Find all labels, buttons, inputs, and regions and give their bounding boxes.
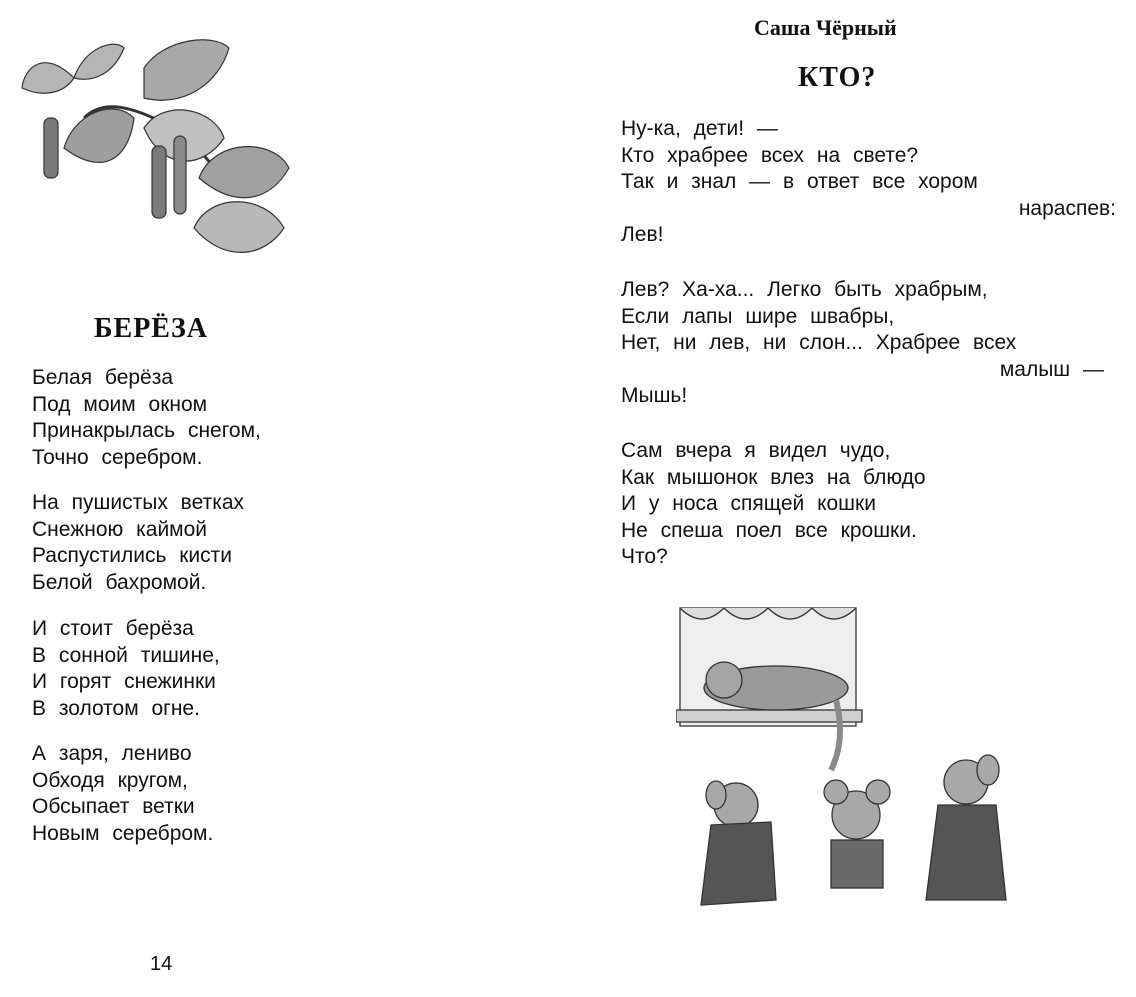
poem-line: Обсыпает ветки	[32, 795, 195, 818]
poem-title-bereza: БЕРЁЗА	[94, 313, 208, 344]
poem-line: Если лапы шире швабры,	[621, 304, 895, 328]
poem-line: Ну-ка, дети! —	[621, 117, 778, 140]
poem-line: Белая берёза	[32, 366, 174, 389]
poem-line: Так и знал — в ответ все хором	[621, 170, 978, 193]
poem-line: И стоит берёза	[32, 617, 194, 640]
poem-line: Точно серебром.	[32, 445, 203, 469]
poem-line: Как мышонок влез на блюдо	[621, 465, 926, 489]
stanza-3	[32, 616, 220, 722]
poem-line: И горят снежинки	[32, 670, 216, 693]
poem-line: Распустились кисти	[32, 544, 232, 567]
poem-title-kto: КТО?	[798, 62, 877, 93]
poem-line: Под моим окном	[32, 392, 208, 416]
stanza-2	[621, 277, 1116, 410]
poem-line: Не спеша поел все крошки.	[621, 518, 917, 542]
poem-line: Нет, ни лев, ни слон... Храбрее всех	[621, 331, 1017, 354]
poem-line: Сам вчера я видел чудо,	[621, 439, 891, 462]
poem-line: Что?	[621, 545, 668, 568]
poem-line: малыш —	[999, 357, 1104, 381]
poem-line: Кто храбрее всех на свете?	[621, 143, 919, 167]
poem-line: Обходя кругом,	[32, 768, 188, 792]
poem-line: На пушистых ветках	[32, 491, 245, 514]
poem-line: Белой бахромой.	[32, 570, 207, 594]
poem-line: Принакрылась снегом,	[32, 419, 261, 442]
poem-line: Лев? Ха-ха... Легко быть храбрым,	[621, 278, 988, 301]
stanza-2	[32, 490, 244, 596]
poem-line: А заря, лениво	[32, 742, 192, 765]
page-number: 14	[150, 953, 173, 975]
stanza-1	[32, 365, 261, 471]
stanza-4	[32, 741, 213, 847]
birch-branch-illustration	[14, 28, 298, 264]
right-page	[568, 0, 1136, 997]
poem-line: Снежною каймой	[32, 517, 208, 541]
poem-line: нараспев:	[1018, 196, 1116, 220]
stanza-1	[621, 116, 1116, 249]
poem-line: Лев!	[621, 223, 664, 246]
poem-line: Новым серебром.	[32, 821, 214, 845]
poem-line: В золотом огне.	[32, 696, 200, 720]
poem-line: В сонной тишине,	[32, 643, 220, 667]
author-name: Саша Чёрный	[754, 15, 897, 40]
poem-line: Мышь!	[621, 384, 688, 407]
poem-line: И у носа спящей кошки	[621, 492, 876, 515]
cat-and-mice-illustration	[676, 600, 1036, 952]
stanza-3	[621, 438, 1116, 571]
